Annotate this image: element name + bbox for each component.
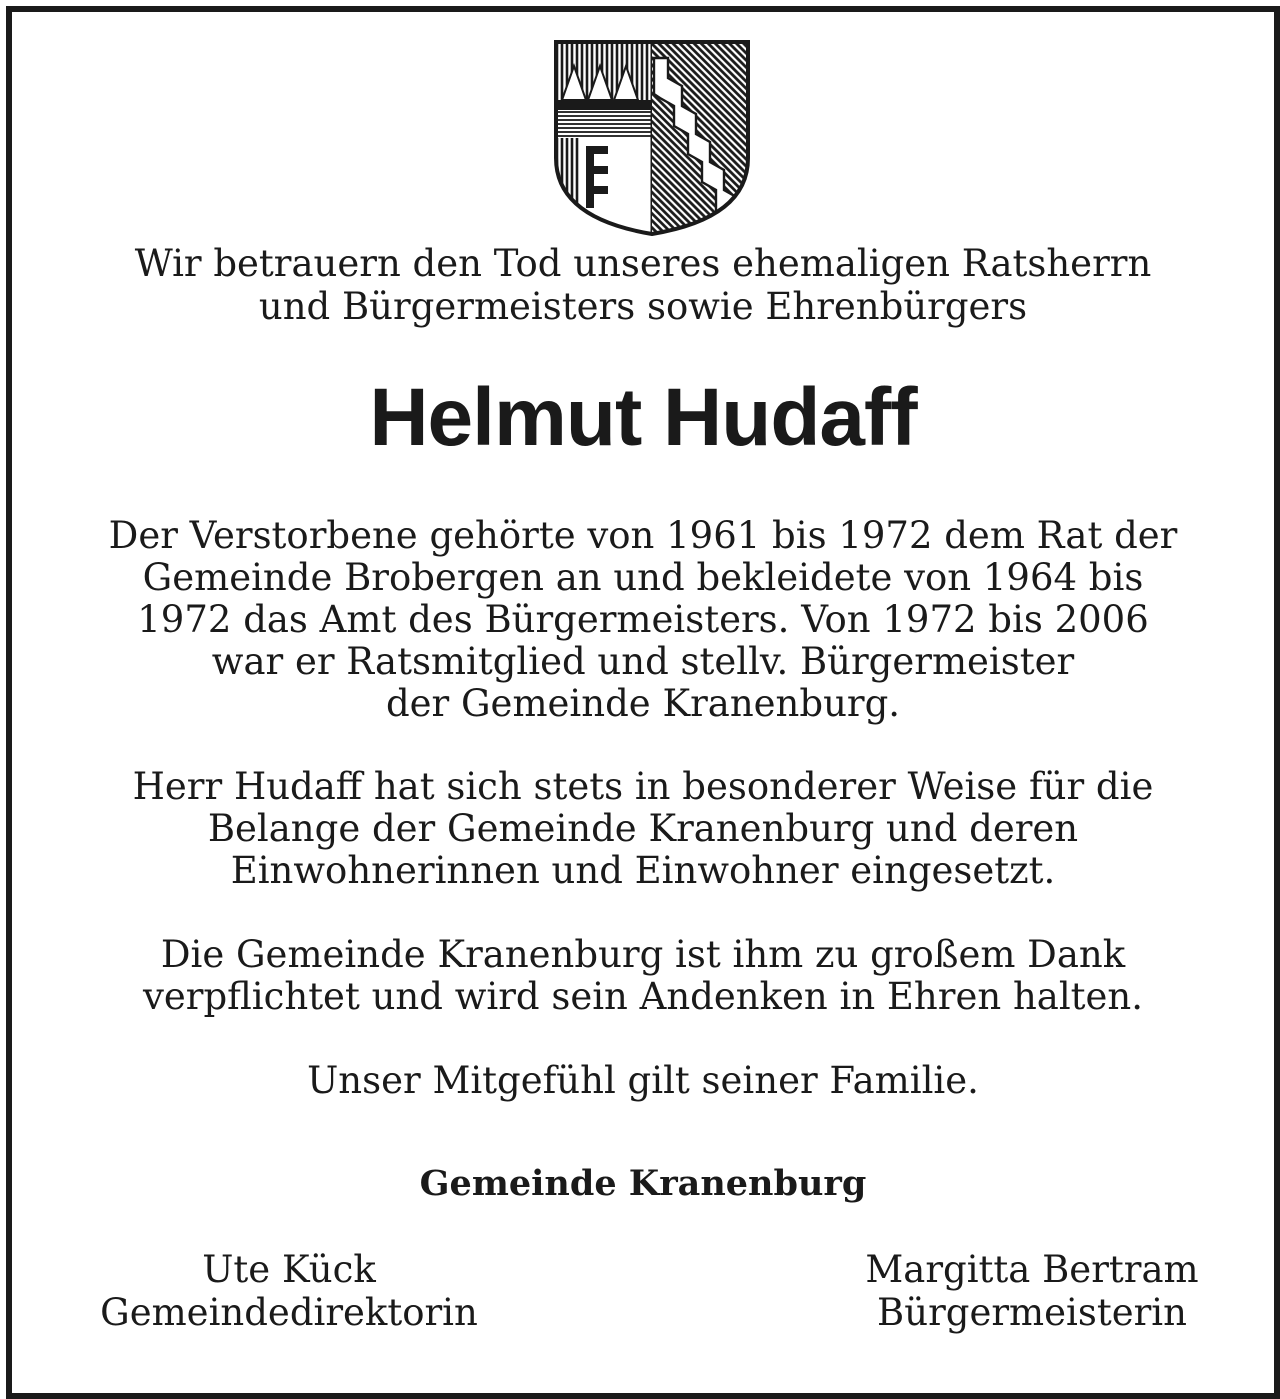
obituary-notice: [6, 6, 1280, 1399]
signatory-right: [802, 1248, 1262, 1334]
signatory-title: Bürgermeisterin: [877, 1291, 1187, 1334]
organization-name: Gemeinde Kranenburg: [419, 1163, 867, 1204]
paragraph-line: 1972 das Amt des Bürgermeisters. Von 1972 bis 2006: [137, 598, 1149, 641]
biography-paragraph: [12, 515, 1274, 725]
paragraph-line: Der Verstorbene gehörte von 1961 bis 1972 dem Rat der: [108, 514, 1178, 557]
paragraph-line: der Gemeinde Kranenburg.: [385, 682, 901, 725]
paragraph-line: verpflichtet und wird sein Andenken in Ehren halten.: [142, 975, 1144, 1018]
paragraph-line: war er Ratsmitglied und stellv. Bürgermeister: [211, 640, 1075, 683]
signatory-title: Gemeindedirektorin: [100, 1291, 478, 1334]
paragraph-line: Herr Hudaff hat sich stets in besonderer Weise für die: [132, 765, 1154, 808]
deceased-name: Helmut Hudaff: [369, 372, 917, 463]
paragraph-line: Gemeinde Brobergen an und bekleidete von 1964 bis: [142, 556, 1144, 599]
paragraph-line: Unser Mitgefühl gilt seiner Familie.: [307, 1059, 979, 1102]
coat-of-arms: [550, 38, 754, 238]
intro-line: Wir betrauern den Tod unseres ehemaligen Ratsherrn: [134, 242, 1152, 285]
signatory-left: [64, 1248, 514, 1334]
paragraph-line: Belange der Gemeinde Kranenburg und deren: [207, 807, 1079, 850]
merit-paragraph: [12, 766, 1274, 892]
gratitude-paragraph: [12, 934, 1274, 1018]
paragraph-line: Die Gemeinde Kranenburg ist ihm zu großem Dank: [160, 933, 1126, 976]
municipal-coat-of-arms-icon: [550, 38, 754, 238]
signatory-name: Ute Kück: [202, 1248, 376, 1291]
intro-line: und Bürgermeisters sowie Ehrenbürgers: [258, 285, 1028, 328]
intro-text: [12, 242, 1274, 328]
signatory-name: Margitta Bertram: [865, 1248, 1199, 1291]
condolence-paragraph: [12, 1060, 1274, 1102]
paragraph-line: Einwohnerinnen und Einwohner eingesetzt.: [230, 849, 1056, 892]
